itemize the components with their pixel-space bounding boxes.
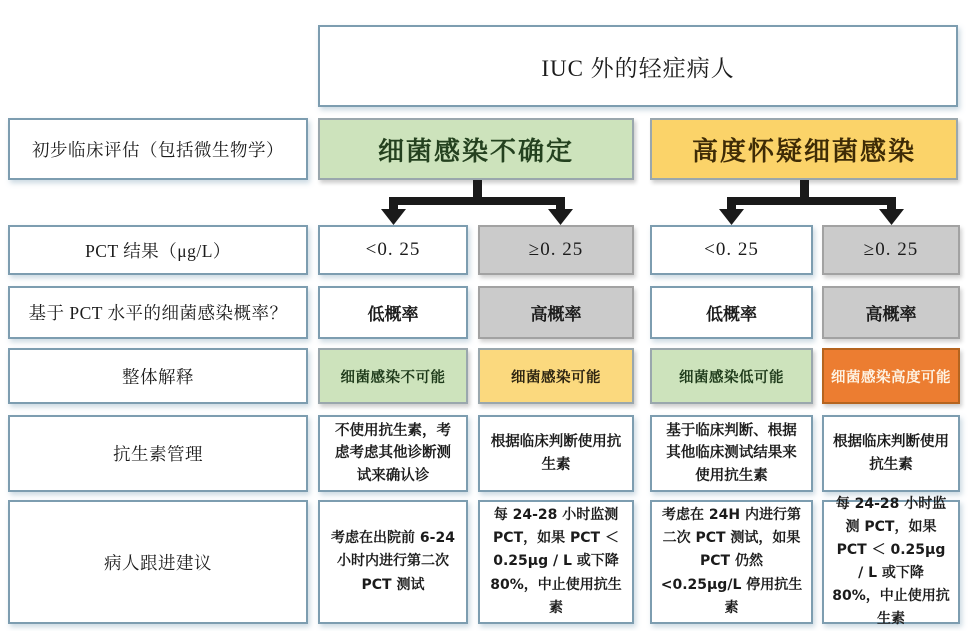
branch-header-uncertain-infection — [318, 118, 634, 180]
cell-interpretation-col1 — [318, 348, 468, 404]
cell-probability-col2-text: 高概率 — [530, 305, 582, 325]
row-label-probability — [8, 286, 308, 339]
cell-followup-col3-text: 考虑在 24H 内进行第二次 PCT 测试，如果 PCT 仍然 <0.25μg/L 停用抗生素 — [660, 507, 803, 616]
cell-followup-col2-text: 每 24-28 小时监测 PCT，如果 PCT ＜ 0.25μg / L 或下降 80%，中止使用抗生素 — [490, 507, 622, 616]
cell-probability-col1 — [318, 286, 468, 339]
cell-pct-col1 — [318, 225, 468, 275]
cell-probability-col2 — [478, 286, 634, 339]
cell-antibiotics-col2-text: 根据临床判断使用抗生素 — [490, 434, 622, 473]
branch-header-uncertain-text: 细菌感染不确定 — [377, 136, 574, 166]
cell-pct-col3 — [650, 225, 813, 275]
cell-interpretation-col4-text: 细菌感染高度可能 — [831, 369, 951, 386]
row-label-followup — [8, 500, 308, 624]
cell-pct-col4 — [822, 225, 960, 275]
cell-antibiotics-col1 — [318, 415, 468, 492]
row-label-antibiotics — [8, 415, 308, 492]
cell-followup-col1 — [318, 500, 468, 624]
cell-antibiotics-col2 — [478, 415, 634, 492]
branch-header-suspected-text: 高度怀疑细菌感染 — [691, 136, 916, 166]
branch-split-arrow-right — [650, 180, 960, 225]
title-box — [318, 25, 958, 107]
row-label-assessment-text: 初步临床评估（包括微生物学） — [32, 139, 284, 160]
cell-antibiotics-col1-text: 不使用抗生素，考虑考虑其他诊断测试来确认诊 — [335, 422, 451, 484]
row-label-pct-result — [8, 225, 308, 275]
cell-probability-col1-text: 低概率 — [367, 305, 419, 325]
cell-pct-col1-text: <0. 25 — [365, 239, 421, 260]
cell-followup-col1-text: 考虑在出院前 6-24 小时内进行第二次 PCT 测试 — [331, 530, 455, 593]
row-label-probability-text: 基于 PCT 水平的细菌感染概率？ — [28, 303, 288, 323]
cell-interpretation-col4 — [822, 348, 960, 404]
cell-antibiotics-col3 — [650, 415, 813, 492]
cell-followup-col4 — [822, 495, 960, 628]
cell-pct-col2-text: ≥0. 25 — [528, 239, 584, 260]
cell-followup-col3 — [650, 500, 813, 624]
cell-probability-col3 — [650, 286, 813, 339]
cell-antibiotics-col4 — [822, 415, 960, 492]
cell-antibiotics-col3-text: 基于临床判断、根据其他临床测试结果来使用抗生素 — [666, 422, 797, 484]
row-label-interpretation — [8, 348, 308, 404]
branch-header-suspected-infection — [650, 118, 958, 180]
cell-followup-col4-text: 每 24-28 小时监测 PCT，如果 PCT ＜ 0.25μg / L 或下降 80%，中止使用抗生素 — [832, 495, 950, 628]
cell-probability-col4 — [822, 286, 960, 339]
cell-probability-col3-text: 低概率 — [706, 305, 757, 325]
cell-pct-col4-text: ≥0. 25 — [863, 239, 919, 260]
cell-followup-col2 — [478, 500, 634, 624]
row-label-followup-text: 病人跟进建议 — [104, 552, 212, 573]
cell-interpretation-col3 — [650, 348, 813, 404]
cell-probability-col4-text: 高概率 — [865, 305, 917, 325]
page-title: IUC 外的轻症病人 — [541, 55, 735, 81]
cell-pct-col2 — [478, 225, 634, 275]
cell-interpretation-col2 — [478, 348, 634, 404]
row-label-pct-result-text: PCT 结果（μg/L） — [85, 240, 231, 261]
cell-interpretation-col1-text: 细菌感染不可能 — [340, 369, 446, 386]
row-label-assessment — [8, 118, 308, 180]
cell-interpretation-col3-text: 细菌感染低可能 — [679, 369, 784, 386]
row-label-antibiotics-text: 抗生素管理 — [113, 444, 203, 464]
branch-split-arrow-left — [318, 180, 635, 225]
row-label-interpretation-text: 整体解释 — [122, 366, 194, 387]
cell-antibiotics-col4-text: 根据临床判断使用抗生素 — [833, 434, 949, 473]
cell-pct-col3-text: <0. 25 — [704, 239, 759, 260]
cell-interpretation-col2-text: 细菌感染可能 — [511, 369, 601, 386]
